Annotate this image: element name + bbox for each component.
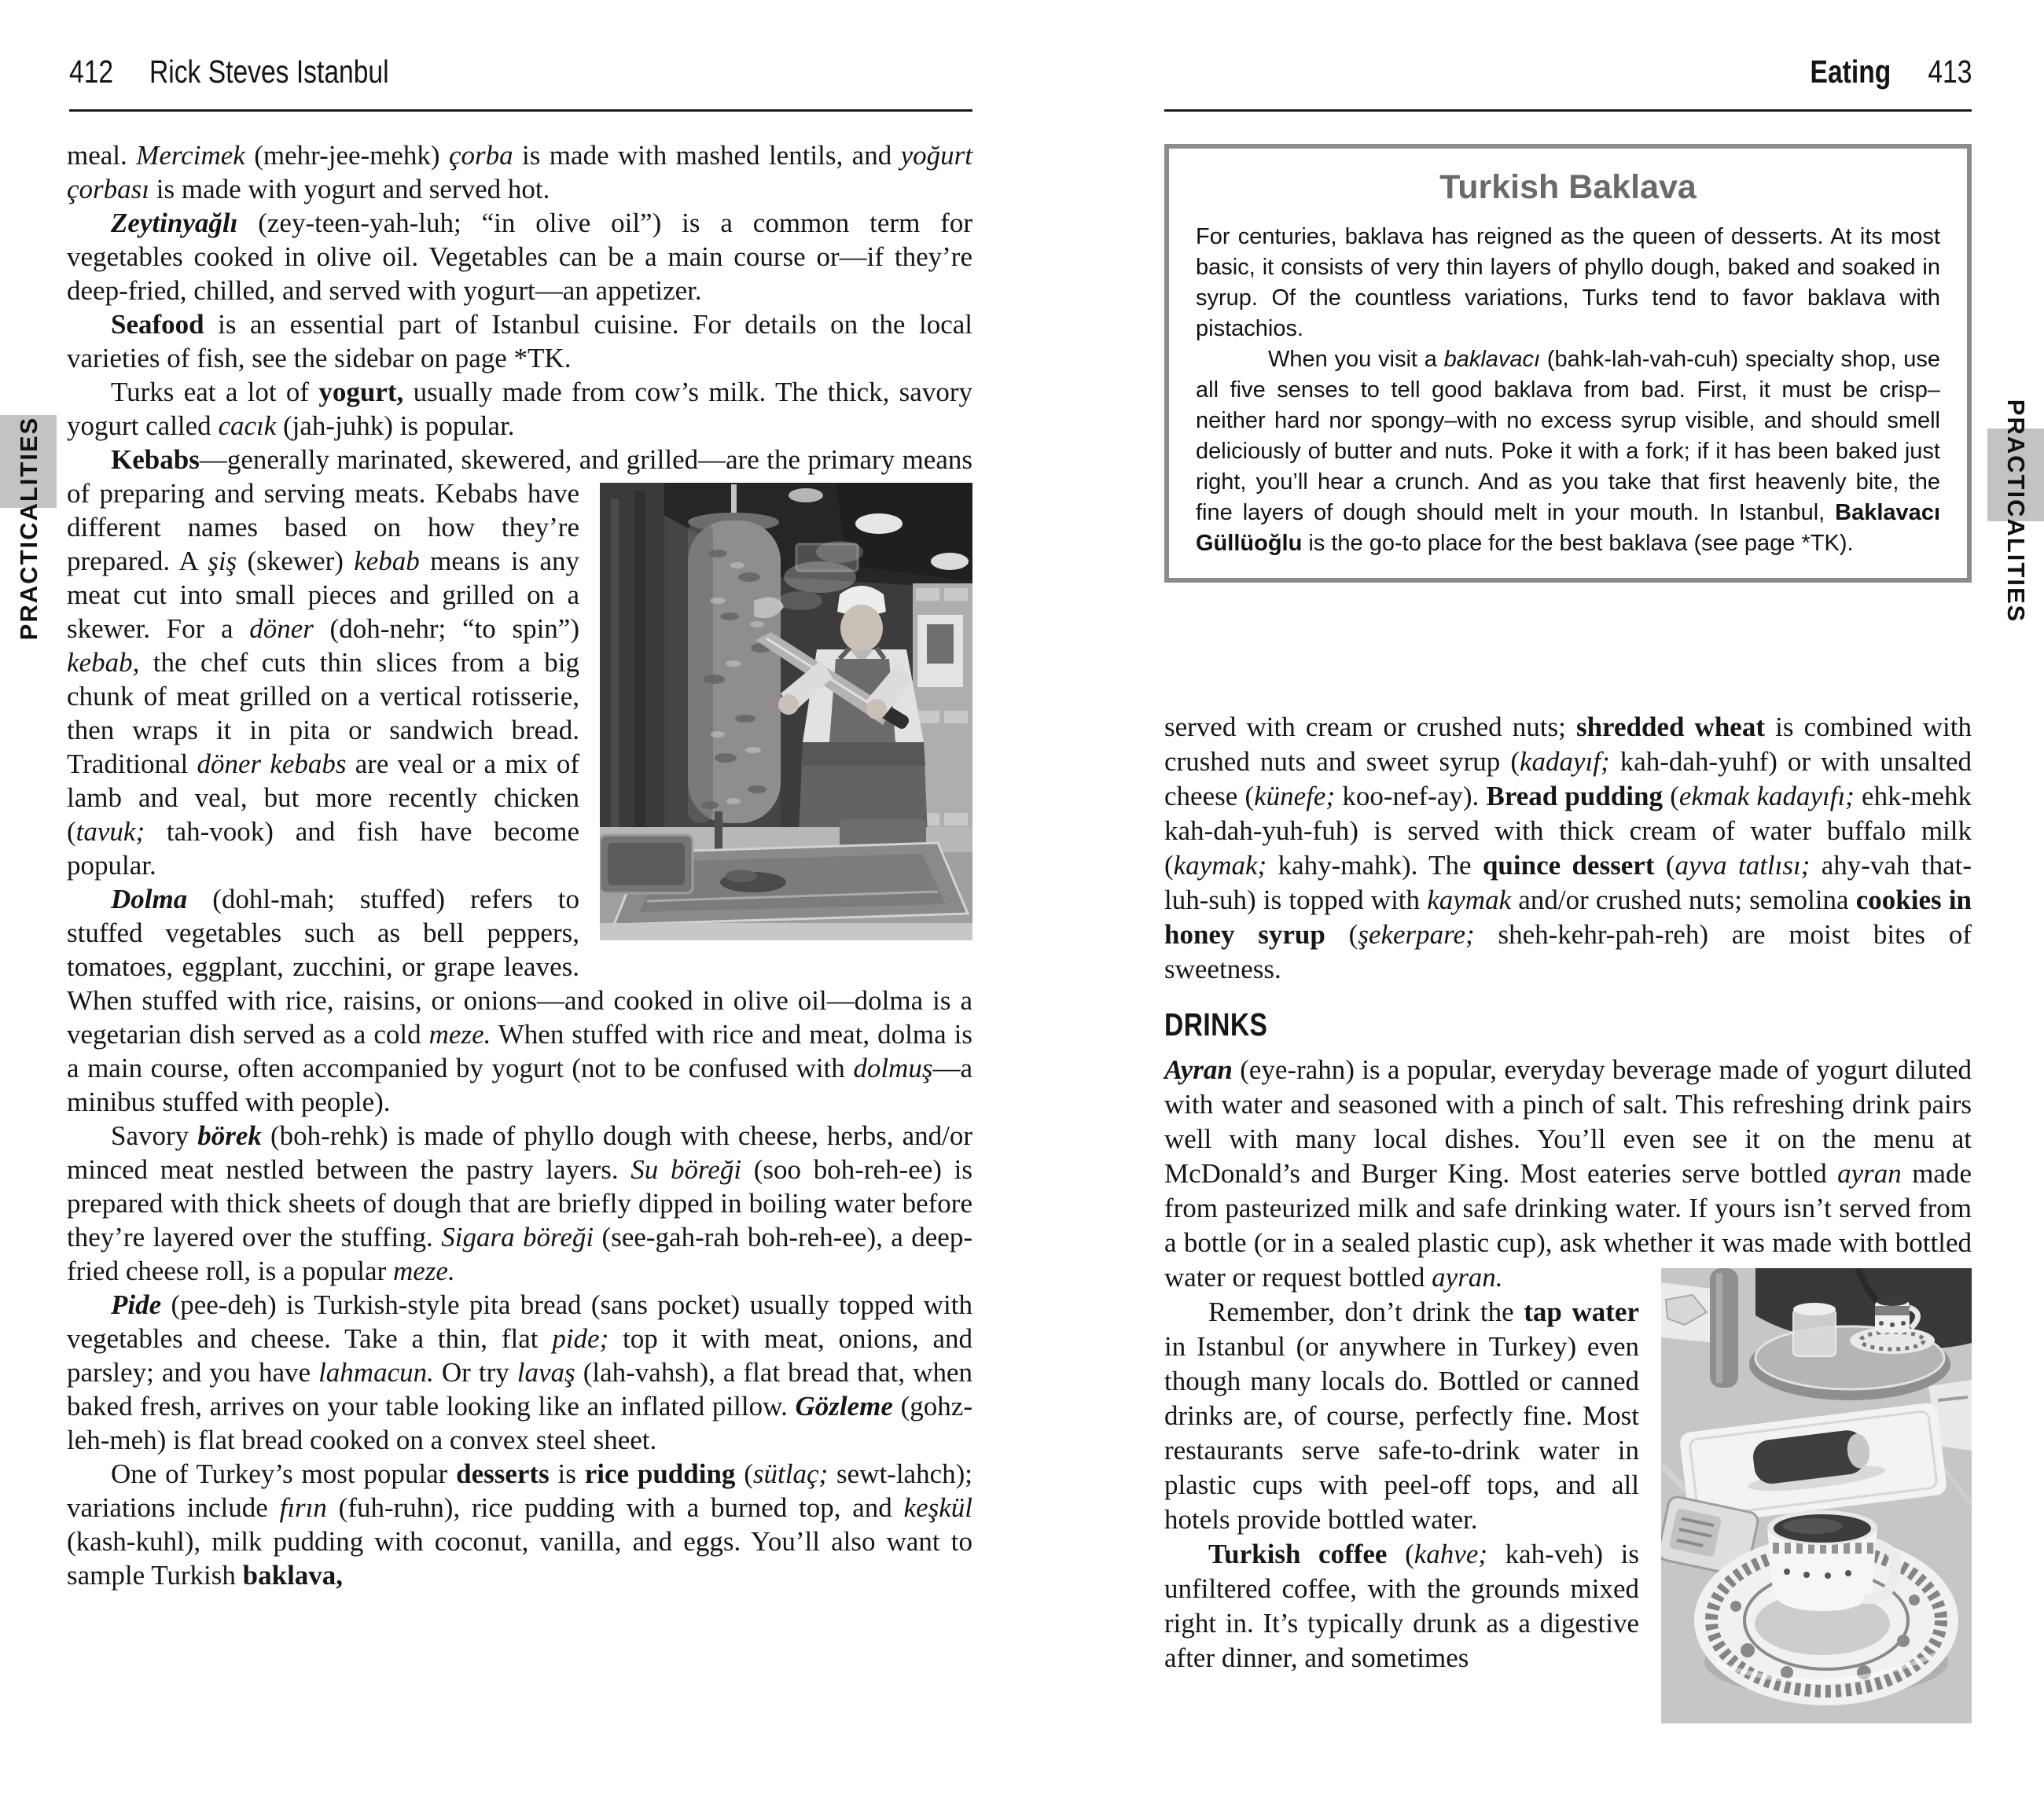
paragraph-soups	[67, 138, 972, 206]
paragraph-kebabs	[67, 443, 972, 882]
sidebar-box-paragraph	[1196, 222, 1940, 344]
page-number-left: 412	[69, 53, 114, 90]
book-title: Rick Steves Istanbul	[149, 53, 390, 90]
paragraph-seafood	[67, 307, 972, 375]
paragraph-text: meal. Mercimek (mehr-jee-mehk) çorba is made with mashed lentils, and yoğurt çorbası is made with yogurt and served hot.	[67, 140, 972, 204]
paragraph-text: was made with bottled water or request bottled ayran.	[1164, 1227, 1972, 1293]
turkish-baklava-sidebar-box	[1164, 144, 1972, 583]
paragraph-text: Dolma (dohl-mah; stuffed) refers to stuffed vegetables such as bell peppers, tomatoes, eggplant, zucchini, or grape leaves. When stuffed with rice, raisins, or onions—and cooked in olive oil—dolma is a vegetarian dish served as a cold meze. When stuffed with rice and meat, dolma is a main course, often accompanied by yogurt (not to be confused with dolmuş—a minibus stuffed with people).	[67, 884, 972, 1117]
paragraph-text: Kebabs—generally marinated, skewered, and grilled—are the primary means of preparing and serving meats. Kebabs have	[67, 444, 972, 509]
paragraph-yogurt	[67, 375, 972, 443]
section-title: Eating	[1810, 53, 1891, 90]
page-number-right: 413	[1927, 53, 1972, 90]
paragraph-desserts-continued	[1164, 710, 1972, 987]
paragraph-zeytinyagli	[67, 206, 972, 307]
drinks-heading	[1164, 1007, 1972, 1042]
paragraph-text: different names based on how they’re prepared. A şiş (skewer) kebab means is any meat cut into small pieces and grilled on a skewer. For a döner (doh-nehr; “to spin”) kebab, the chef cuts thin slices from a big chunk of meat grilled on a vertical rotisserie, then wraps it in pita or sandwich bread. Traditional döner kebabs are veal or a mix of lamb and veal, but more recently chicken (tavuk; tah-vook) and fish have become popular.	[67, 512, 580, 881]
paragraph-text: When you visit a baklavacı (bahk-lah-vah-cuh) specialty shop, use all five senses to tell good baklava from bad. First, it must be crisp–neither hard nor spongy–with no excess syrup visible, and should smell deliciously of butter and nuts. Poke it with a fork; if it has been baked just right, you’ll hear a crunch. And as you take that first heavenly bite, the fine layers of dough should melt in your mouth. In Istanbul, Baklavacı Güllüoğlu is the go-to place for the best baklava (see page *TK).	[1196, 347, 1940, 556]
right-text-column	[1164, 710, 1972, 1744]
right-header-rule	[1164, 109, 1972, 112]
paragraph-ayran	[1164, 1053, 1972, 1295]
left-practicalities-tab: PRACTICALITIES	[15, 416, 42, 641]
sidebar-box-title: Turkish Baklava	[1439, 168, 1697, 206]
paragraph-text: One of Turkey’s most popular desserts is rice pudding (sütlaç; sewt-lahch); variations include fırın (fuh-ruhn), rice pudding with a burned top, and keşkül (kash-kuhl), milk pudding with coconut, vanilla, and eggs. You’ll also want to sample Turkish baklava,	[67, 1458, 972, 1591]
right-running-head	[1792, 53, 1972, 90]
paragraph-text: Savory börek (boh-rehk) is made of phyllo dough with cheese, herbs, and/or minced meat nestled between the pastry layers. Su böreği (soo boh-reh-ee) is prepared with thick sheets of dough that are briefly dipped in boiling water before they’re layered over the stuffing. Sigara böreği (see-gah-rah boh-reh-ee), a deep-fried cheese roll, is a popular meze.	[67, 1120, 973, 1286]
left-header-rule	[69, 109, 972, 112]
paragraph-text: For centuries, baklava has reigned as the queen of desserts. At its most basic, it consists of very thin layers of phyllo dough, baked and soaked in syrup. Of the countless variations, Turks tend to favor baklava with pistachios.	[1196, 224, 1940, 341]
paragraph-text: Seafood is an essential part of Istanbul cuisine. For details on the local varieties of fish, see the sidebar on page *TK.	[67, 309, 972, 373]
heading-text: DRINKS	[1164, 1006, 1268, 1043]
paragraph-text: Remember, don’t drink the tap water in Istanbul (or anywhere in Turkey) even though many locals do. Bottled or canned drinks are, of course, perfectly fine. Most restaurants serve safe-to-drink water in plastic cups with peel-off tops, and all hotels provide bottled water.	[1164, 1297, 1639, 1535]
paragraph-text: Turks eat a lot of yogurt, usually made from cow’s milk. The thick, savory yogurt called cacık (jah-juhk) is popular.	[67, 377, 972, 441]
left-text-column	[67, 138, 972, 1592]
paragraph-text: served with cream or crushed nuts; shredded wheat is combined with crushed nuts and sweet syrup (kadayıf; kah-dah-yuhf) or with unsalted cheese (künefe; koo-nef-ay). Bread pudding (ekmak kadayıfı; ehk-mehk kah-dah-yuh-fuh) is served with thick cream of water buffalo milk (kaymak; kahy-mahk). The quince dessert (ayva tatlısı; ahy-vah that-luh-suh) is topped with kaymak and/or crushed nuts; semolina cookies in honey syrup (şekerpare; sheh-kehr-pah-reh) are moist bites of sweetness.	[1164, 712, 1972, 984]
paragraph-text: Turkish coffee (kahve; kah-veh) is unfiltered coffee, with the grounds mixed right in. It’s typically drunk as a digestive after dinner, and sometimes	[1164, 1539, 1639, 1673]
paragraph-pide	[67, 1288, 972, 1457]
turkish-coffee-photo	[1661, 1268, 1972, 1723]
right-practicalities-tab: PRACTICALITIES	[2002, 399, 2030, 623]
sidebar-box-paragraph	[1196, 344, 1940, 559]
left-running-head	[69, 53, 442, 90]
doner-kebab-chef-photo	[600, 483, 972, 940]
paragraph-desserts-intro	[67, 1457, 972, 1592]
paragraph-text: Zeytinyağlı (zey-teen-yah-luh; “in olive oil”) is a common term for vegetables cooked in olive oil. Vegetables can be a main course or—if they’re deep-fried, chilled, and served with yogurt—an appetizer.	[67, 208, 972, 306]
paragraph-text: Pide (pee-deh) is Turkish-style pita bread (sans pocket) usually topped with vegetables and cheese. Take a thin, flat pide; top it with meat, onions, and parsley; and you have lahmacun. Or try lavaş (lah-vahsh), a flat bread that, when baked fresh, arrives on your table looking like an inflated pillow. Gözleme (gohz-leh-meh) is flat bread cooked on a convex steel sheet.	[67, 1289, 973, 1455]
paragraph-text: Ayran (eye-rahn) is a popular, everyday beverage made of yogurt diluted with water and seasoned with a pinch of salt. This refreshing drink pairs well with many local dishes. You’ll even see it on the menu at McDonald’s and Burger King. Most eateries serve bottled ayran made from pasteurized milk and safe drinking water. If yours isn’t served from a bottle (or in a sealed plastic cup), ask whether it	[1164, 1054, 1972, 1258]
paragraph-borek	[67, 1119, 972, 1288]
